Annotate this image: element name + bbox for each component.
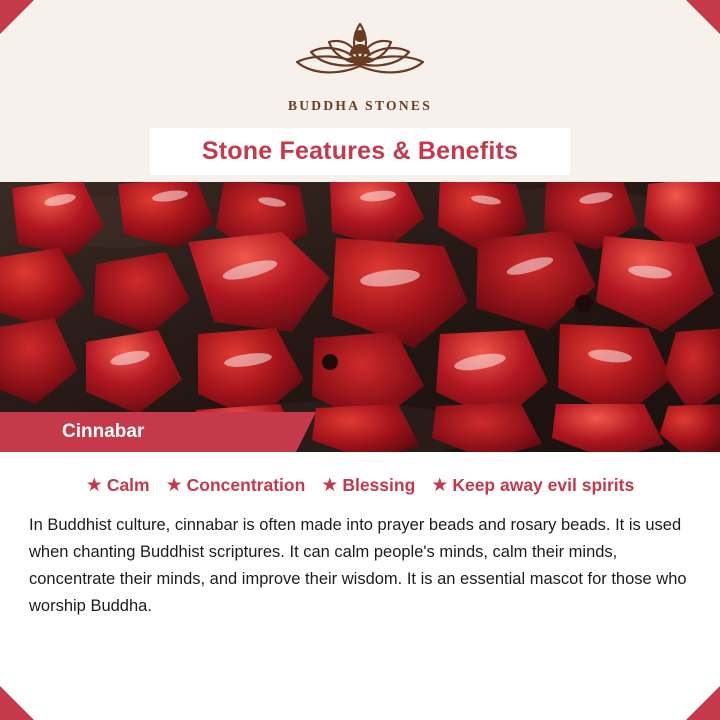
page-title: Stone Features & Benefits — [201, 137, 519, 165]
brand-name: BUDDHA STONES — [287, 98, 433, 113]
corner-accent-bottom-left — [0, 686, 34, 720]
ribbon-notch — [296, 412, 316, 452]
star-icon: ★ — [165, 475, 183, 496]
benefit-item — [431, 475, 634, 496]
benefit-item — [166, 475, 306, 496]
corner-accent-bottom-right — [686, 686, 720, 720]
header-band — [0, 0, 720, 182]
benefit-label: Keep away evil spirits — [452, 475, 635, 495]
stone-name-ribbon — [0, 412, 296, 452]
benefit-item — [86, 475, 150, 496]
benefit-label: Blessing — [342, 475, 416, 495]
benefits-list — [0, 475, 720, 496]
star-icon: ★ — [85, 475, 103, 496]
description-paragraph: In Buddhist culture, cinnabar is often made into prayer beads and rosary beads. It is used when chanting Buddhist scriptures. It can calm people's minds, calm their minds, concentrate their minds, and improve their wisdom. It is an essential mascot for those who worship Buddha. — [29, 516, 687, 615]
benefit-label: Calm — [106, 475, 150, 495]
benefit-item — [321, 475, 415, 496]
stone-photo — [0, 182, 720, 452]
star-icon: ★ — [321, 475, 339, 496]
corner-accent-top-right — [686, 0, 720, 34]
content-area — [0, 452, 720, 720]
star-icon: ★ — [431, 475, 449, 496]
benefit-label: Concentration — [186, 475, 306, 495]
stone-name: Cinnabar — [62, 421, 145, 442]
brand-logo — [0, 16, 720, 114]
page-title-bar — [150, 128, 570, 175]
corner-accent-top-left — [0, 0, 34, 34]
lotus-meditation-icon — [275, 16, 445, 96]
